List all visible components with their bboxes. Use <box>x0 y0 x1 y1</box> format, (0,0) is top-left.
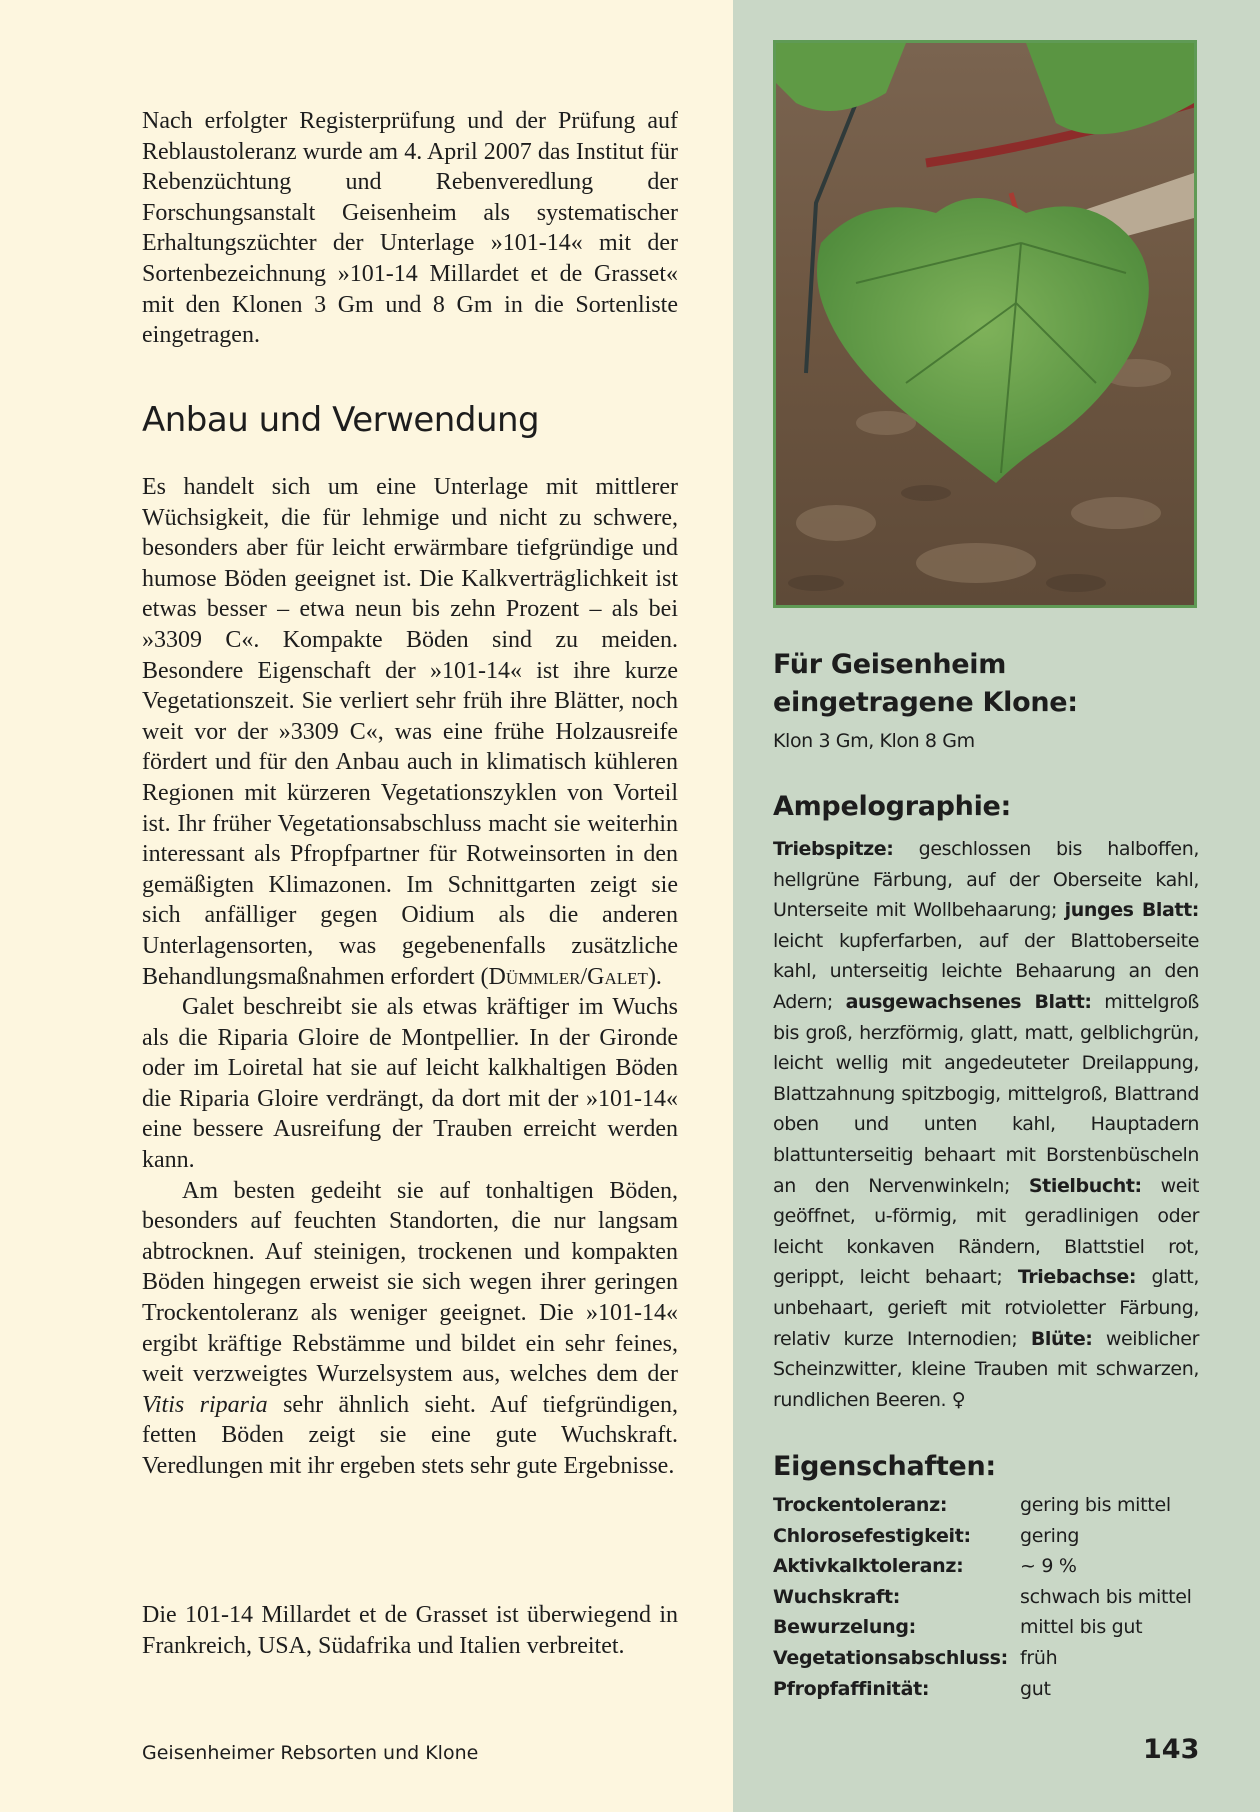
property-value: gering <box>1020 1524 1080 1547</box>
running-footer: Geisenheimer Rebsorten und Klone <box>142 1742 479 1764</box>
section-heading: Anbau und Verwendung <box>142 400 540 440</box>
paragraph-1: Es handelt sich um eine Unterlage mit mittlerer Wüchsigkeit, die für lehmige und nicht zu schwere, besonders aber für leicht erwärmbare tiefgründige und humose Böden geeignet ist. Die Kalkverträglichkeit ist etwas besser – etwa neun bis zehn Prozent – als bei »3309 C«. Kompakte Böden sind zu meiden. Besondere Eigenschaft der »101-14« ist ihre kurze Vegetationszeit. Sie verliert sehr früh ihre Blätter, noch weit vor der »3309 C«, was eine frühe Holzausreife fördert und für den Anbau auch in klimatisch kühleren Regionen mit kürzeren Vegetationszyklen von Vorteil ist. Ihr früher Vegetationsabschluss macht sie weiterhin interessant als Pfropfpartner für Rotweinsorten in den gemäßigten Klimazonen. Im Schnittgarten zeigt sie sich anfälliger gegen Oidium als die anderen Unterlagensorten, was gegebenenfalls zusätzliche Behandlungsmaßnahmen erfordert (Dümmler/Galet). <box>142 474 678 990</box>
paragraph-3: Am besten gedeiht sie auf tonhaltigen Böden, besonders auf feuchten Standorten, die nur langsam abtrocknen. Auf steinigen, trockenen und kompakten Böden hingegen erweist sie sich wegen ihrer geringen Trockentoleranz als weniger geeignet. Die »101-14« ergibt kräftige Rebstämme und bildet ein sehr feines, weit verzweigtes Wurzelsystem aus, welches dem der Vitis riparia sehr ähnlich sieht. Auf tiefgründigen, fetten Böden zeigt sie eine gute Wuchskraft. Veredlungen mit ihr ergeben stets sehr gute Ergebnisse. <box>142 1177 678 1479</box>
body-text <box>142 472 678 1482</box>
intro-paragraph: Nach erfolgter Registerprüfung und der Prüfung auf Reblaustoleranz wurde am 4. April 2007 das Institut für Rebenzüchtung und Rebenveredlung der Forschungsanstalt Geisenheim als systematischer Erhaltungszüchter der Unterlage »101-14« mit der Sortenbezeichnung »101-14 Millardet et de Grasset« mit den Klonen 3 Gm und 8 Gm in die Sortenliste eingetragen. <box>142 108 678 349</box>
table-row <box>773 1643 1203 1674</box>
properties-table <box>773 1490 1203 1704</box>
clones-list: Klon 3 Gm, Klon 8 Gm <box>773 730 975 752</box>
table-row <box>773 1551 1203 1582</box>
property-label: Trockentoleranz: <box>773 1494 948 1516</box>
grapevine-leaf-photo <box>773 40 1197 608</box>
closing-paragraph: Die 101-14 Millardet et de Grasset ist überwiegend in Frankreich, USA, Südafrika und Italien verbreitet. <box>142 1602 678 1659</box>
table-row <box>773 1490 1203 1521</box>
table-row <box>773 1582 1203 1613</box>
paragraph-2: Galet beschreibt sie als etwas kräftiger im Wuchs als die Riparia Gloire de Montpellier. In der Gironde oder im Loiretal hat sie auf leicht kalkhaltigen Böden die Riparia Gloire verdrängt, da dort mit der »101-14« eine bessere Ausreifung der Trauben erreicht werden kann. <box>142 994 678 1174</box>
grapevine-leaf-illustration <box>776 43 1194 605</box>
property-value: schwach bis mittel <box>1020 1585 1192 1608</box>
property-label: Aktivkalktoleranz: <box>773 1555 964 1578</box>
table-row <box>773 1612 1203 1643</box>
properties-heading: Eigenschaften: <box>773 1451 996 1482</box>
author-name: Galet <box>587 963 648 990</box>
table-row <box>773 1521 1203 1552</box>
property-value: gering bis mittel <box>1020 1494 1171 1516</box>
ampelography-text: Triebspitze: geschlossen bis halboffen, hellgrüne Färbung, auf der Oberseite kahl, Unterseite mit Wollbehaarung; junges Blatt: leicht kupferfarben, auf der Blattoberseite kahl, unterseitig leichte Behaarung an den Adern; ausgewachsenes Blatt: mittelgroß bis groß, herzförmig, glatt, matt, gelblichgrün, leicht wellig mit angedeuteter Dreilappung, Blattzahnung spitzbogig, mittelgroß, Blattrand oben und unten kahl, Hauptadern blattunterseitig behaart mit Borstenbüscheln an den Nervenwinkeln; Stielbucht: weit geöffnet, u-förmig, mit geradlinigen oder leicht konkaven Rändern, Blattstiel rot, gerippt, leicht behaart; Triebachse: glatt, unbehaart, gerieft mit rotvioletter Färbung, relativ kurze Internodien; Blüte: weiblicher Scheinzwitter, kleine Trauben mit schwarzen, rundlichen Beeren. ♀ <box>773 838 1199 1411</box>
table-row <box>773 1674 1203 1705</box>
property-value: mittel bis gut <box>1020 1616 1143 1639</box>
property-label: Wuchskraft: <box>773 1585 901 1608</box>
property-label: Chlorosefestigkeit: <box>773 1524 971 1547</box>
property-label: Pfropfaffinität: <box>773 1677 930 1700</box>
property-value: gut <box>1020 1677 1051 1700</box>
author-name: Dümmler <box>488 963 581 990</box>
property-label: Vegetationsabschluss: <box>773 1646 1008 1669</box>
property-label: Bewurzelung: <box>773 1616 916 1639</box>
clones-heading: Für Geisenheim eingetragene Klone: <box>773 649 1078 718</box>
property-value: früh <box>1020 1646 1058 1669</box>
ampelography-heading: Ampelographie: <box>773 791 1012 822</box>
property-value: ~ 9 % <box>1020 1555 1077 1578</box>
page-number: 143 <box>1143 1734 1200 1765</box>
